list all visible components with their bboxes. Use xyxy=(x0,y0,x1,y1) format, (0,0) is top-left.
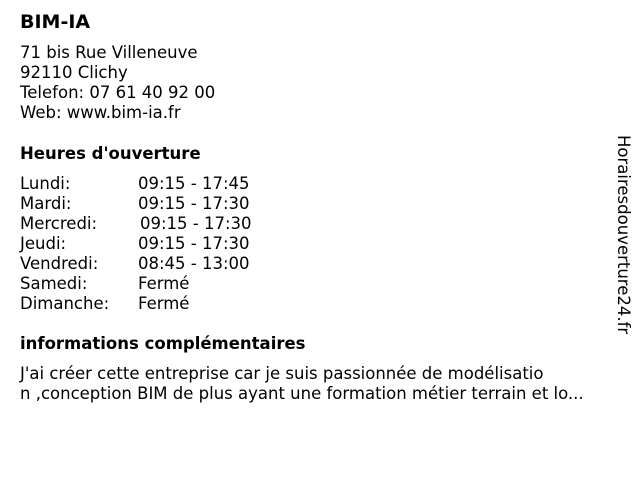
time-value: 09:15 - 17:30 xyxy=(138,194,250,213)
day-label: Jeudi: xyxy=(20,234,67,253)
time-value: Fermé xyxy=(138,294,190,313)
description-line-1: J'ai créer cette entreprise car je suis passionnée de modélisatio xyxy=(20,364,544,383)
hours-row-jeudi xyxy=(20,234,320,254)
phone-number: Telefon: 07 61 40 92 00 xyxy=(20,83,216,102)
time-value: 09:15 - 17:30 xyxy=(140,214,252,233)
time-value: 09:15 - 17:45 xyxy=(138,174,250,193)
day-label: Samedi: xyxy=(20,274,88,293)
address-city: 92110 Clichy xyxy=(20,63,128,82)
time-value: Fermé xyxy=(138,274,190,293)
day-label: Mercredi: xyxy=(20,214,98,233)
site-watermark: Horairesdouverture24.fr xyxy=(614,135,633,335)
day-label: Dimanche: xyxy=(20,294,110,313)
website: Web: www.bim-ia.fr xyxy=(20,103,181,122)
hours-row-vendredi xyxy=(20,254,320,274)
time-value: 08:45 - 13:00 xyxy=(138,254,250,273)
opening-hours-table xyxy=(20,174,320,314)
day-label: Lundi: xyxy=(20,174,71,193)
business-name: BIM-IA xyxy=(20,11,91,33)
business-contact-block xyxy=(20,43,215,123)
hours-row-lundi xyxy=(20,174,320,194)
hours-row-samedi xyxy=(20,274,320,294)
hours-row-dimanche xyxy=(20,294,320,314)
day-label: Vendredi: xyxy=(20,254,99,273)
description-line-2: n ,conception BIM de plus ayant une formation métier terrain et lo... xyxy=(20,384,584,403)
opening-hours-heading: Heures d'ouverture xyxy=(20,144,201,163)
additional-info-heading: informations complémentaires xyxy=(20,334,306,353)
time-value: 09:15 - 17:30 xyxy=(138,234,250,253)
business-description xyxy=(20,364,620,404)
day-label: Mardi: xyxy=(20,194,72,213)
hours-row-mercredi xyxy=(20,214,320,234)
address-street: 71 bis Rue Villeneuve xyxy=(20,43,198,62)
hours-row-mardi xyxy=(20,194,320,214)
